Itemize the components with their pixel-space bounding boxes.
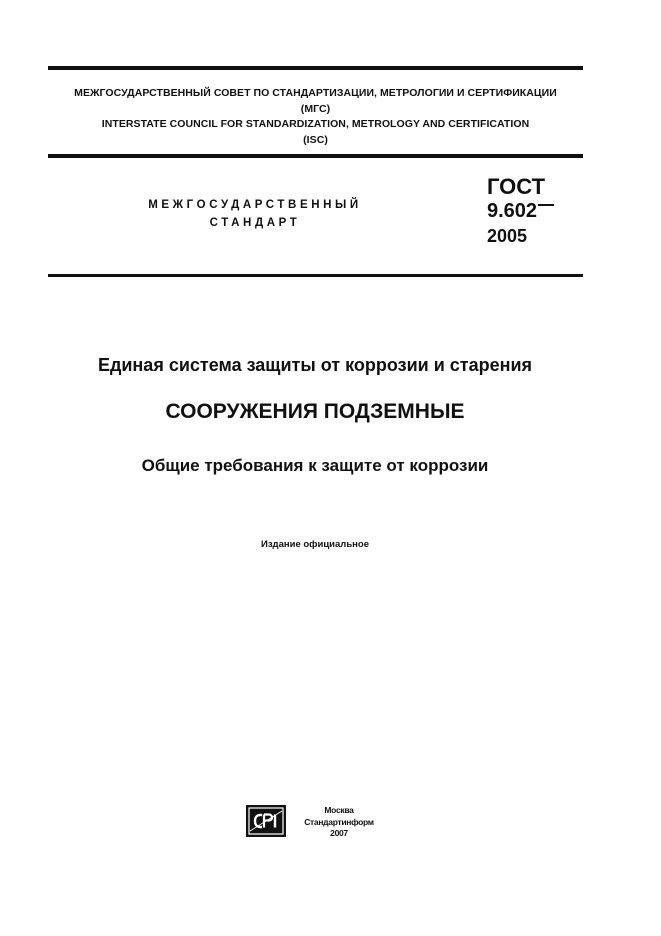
top-rule xyxy=(48,66,583,70)
standartinform-logo-icon xyxy=(246,805,286,837)
standard-type-label xyxy=(110,196,400,232)
designation-bottom-rule xyxy=(48,274,583,277)
council-en-abbr: (ISC) xyxy=(303,133,328,146)
publisher-year: 2007 xyxy=(330,828,348,838)
document-subtitle: Общие требования к защите от коррозии xyxy=(141,456,489,475)
council-ru-abbr: (МГС) xyxy=(300,102,331,115)
council-ru-name: МЕЖГОСУДАРСТВЕННЫЙ СОВЕТ ПО СТАНДАРТИЗАЦИИ, МЕТРОЛОГИИ И СЕРТИФИКАЦИИ xyxy=(74,87,557,99)
publisher-city: Москва xyxy=(324,805,354,815)
header-bottom-rule xyxy=(48,154,583,158)
standard-designation xyxy=(487,174,554,249)
gost-number-row xyxy=(487,199,554,224)
edition-label: Издание официальное xyxy=(261,539,369,550)
document-title: СООРУЖЕНИЯ ПОДЗЕМНЫЕ xyxy=(165,400,465,423)
standard-type-line2: СТАНДАРТ xyxy=(209,217,301,229)
standard-type-line1: МЕЖГОСУДАРСТВЕННЫЙ xyxy=(148,199,362,211)
gost-year: 2005 xyxy=(487,226,528,246)
publisher-imprint xyxy=(292,805,386,840)
council-en-name: INTERSTATE COUNCIL FOR STANDARDIZATION, METROLOGY AND CERTIFICATION xyxy=(101,118,530,130)
publisher-name: Стандартинформ xyxy=(304,816,374,827)
gost-dash xyxy=(538,204,554,206)
gost-number: 9.602 xyxy=(487,200,538,222)
system-title: Единая система защиты от коррозии и старения xyxy=(97,355,533,375)
gost-abbr: ГОСТ xyxy=(487,174,546,199)
council-header xyxy=(48,86,583,148)
